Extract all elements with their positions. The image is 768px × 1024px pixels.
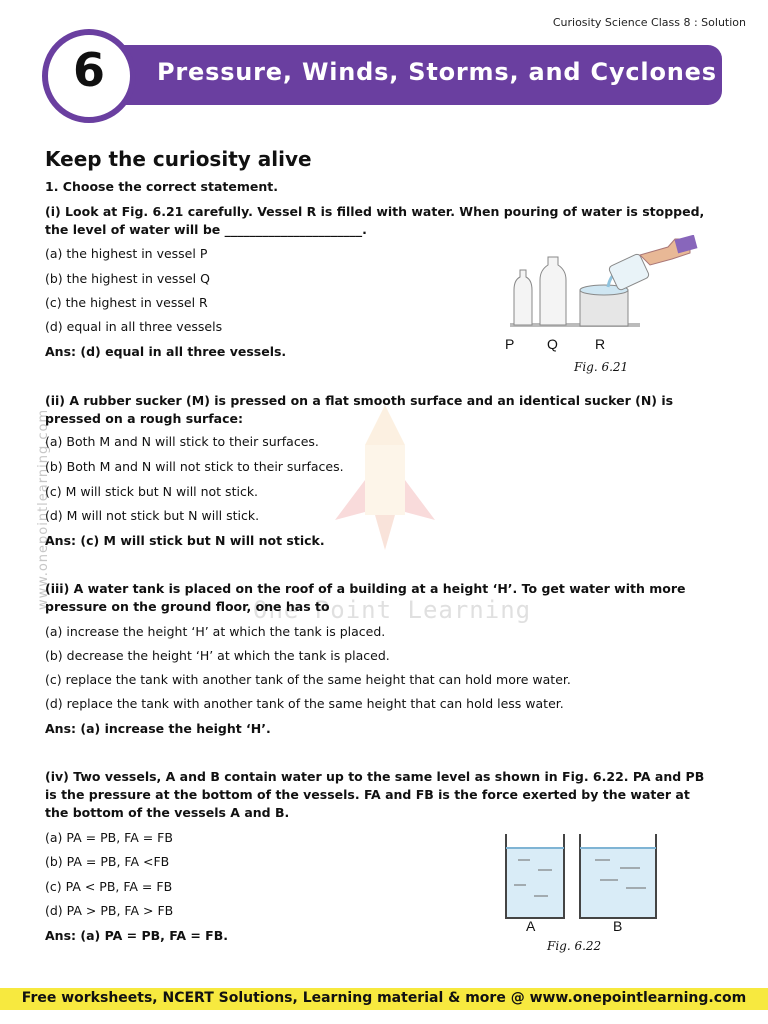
fig-6-22-caption: Fig. 6.22 [547, 939, 602, 953]
q-ii-option-a: (a) Both M and N will stick to their surfaces. [45, 434, 319, 449]
question-iii: (iii) A water tank is placed on the roof of a building at a height ‘H’. To get water with more pressure on the ground floor, one has to [45, 581, 686, 614]
vessels-ab-figure [500, 830, 665, 922]
q-ii-option-d: (d) M will not stick but N will stick. [45, 508, 260, 523]
q-i-option-a: (a) the highest in vessel P [45, 246, 208, 261]
q-iv-option-c: (c) PA < PB, FA = FB [45, 879, 173, 894]
question-ii: (ii) A rubber sucker (M) is pressed on a flat smooth surface and an identical sucker (N) is pressed on a rough surface: [45, 393, 674, 426]
question-i: (i) Look at Fig. 6.21 carefully. Vessel R is filled with water. When pouring of water is stopped, the level of water will be ______________________. [45, 204, 705, 237]
section-title: Keep the curiosity alive [45, 147, 312, 171]
question-iv: (iv) Two vessels, A and B contain water up to the same level as shown in Fig. 6.22. PA and PB is the pressure at the bottom of the vessels. FA and FB is the force exerted by the water at the bottom of the vessels A and B. [45, 769, 705, 820]
q1-prompt: 1. Choose the correct statement. [45, 179, 278, 194]
footer-text: Free worksheets, NCERT Solutions, Learning material & more @ www.onepointlearning.com [21, 990, 747, 1006]
chapter-title: Pressure, Winds, Storms, and Cyclones [157, 58, 717, 86]
fig-label-b: B [613, 918, 623, 934]
vessels-pqr-figure [500, 235, 700, 335]
q-iv-answer: Ans: (a) PA = PB, FA = FB. [45, 928, 229, 943]
q-i-option-d: (d) equal in all three vessels [45, 319, 223, 334]
fig-label-p: P [505, 336, 515, 352]
fig-label-r: R [595, 336, 606, 352]
q-i-option-c: (c) the highest in vessel R [45, 295, 208, 310]
q-ii-option-c: (c) M will stick but N will not stick. [45, 484, 259, 499]
q-iii-option-a: (a) increase the height ‘H’ at which the tank is placed. [45, 624, 386, 639]
brand-watermark: One Point Learning [253, 596, 532, 624]
header-note: Curiosity Science Class 8 : Solution [552, 16, 746, 29]
chapter-number: 6 [72, 43, 105, 97]
q-iii-option-b: (b) decrease the height ‘H’ at which the tank is placed. [45, 648, 390, 663]
q-iii-answer: Ans: (a) increase the height ‘H’. [45, 721, 271, 736]
q-iv-option-b: (b) PA = PB, FA <FB [45, 854, 170, 869]
q-ii-answer: Ans: (c) M will stick but N will not stick. [45, 533, 325, 548]
fig-label-a: A [526, 918, 536, 934]
q-ii-option-b: (b) Both M and N will not stick to their surfaces. [45, 459, 344, 474]
q-i-option-b: (b) the highest in vessel Q [45, 271, 210, 286]
fig-label-q: Q [547, 336, 558, 352]
q-iv-option-a: (a) PA = PB, FA = FB [45, 830, 173, 845]
side-watermark: www.onepointlearning.com [36, 408, 51, 610]
q-iii-option-d: (d) replace the tank with another tank of the same height that can hold less water. [45, 696, 564, 711]
q-iv-option-d: (d) PA > PB, FA > FB [45, 903, 174, 918]
q-i-answer: Ans: (d) equal in all three vessels. [45, 344, 287, 359]
fig-6-21-caption: Fig. 6.21 [574, 360, 629, 374]
q-iii-option-c: (c) replace the tank with another tank of the same height that can hold more water. [45, 672, 571, 687]
